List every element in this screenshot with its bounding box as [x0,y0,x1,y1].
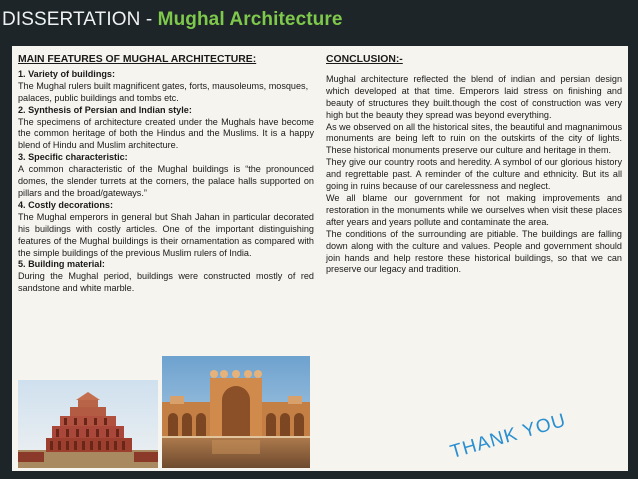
section-title: 5. Building material: [18,259,105,270]
title-prefix: DISSERTATION [2,9,141,30]
conclusion-paragraph: The conditions of the surrounding are pitiable. The buildings are falling down along with the culture and values. People and government should join hands and help restore these historical buildings, so that we can preserve our legacy and tradition. [326,228,622,275]
thank-you-text: THANK YOU [447,409,569,464]
section-text: The Mughal emperors in general but Shah Jahan in particular decorated his buildings with costly articles. One of the important distinguishing features of the Mughal buildings is their ornamentation as compared with the simple buildings of the previous Muslim rulers of India. [18,211,314,258]
section-title: 2. Synthesis of Persian and Indian style: [18,104,192,115]
conclusion-paragraph: They give our country roots and heredity. A symbol of our glorious history and regrettable past. A reminder of the culture and ethnicity. But its all going in ruins because of our carelessness and neglect. [326,157,622,192]
features-heading: MAIN FEATURES OF MUGHAL ARCHITECTURE: [18,54,257,65]
section-text: A common characteristic of the Mughal buildings is “the pronounced domes, the slender turrets at the corners, the palace halls supported on pillars and the broad/gateways.” [18,164,314,198]
mosque-photo [162,356,310,468]
section-text: The Mughal rulers built magnificent gates, forts, mausoleums, mosques, palaces, public buildings and tombs etc. [18,80,309,103]
slide-title [2,9,343,39]
section-text: During the Mughal period, buildings were constructed mostly of red sandstone and white marble. [18,271,314,294]
features-column [18,54,314,295]
title-highlight: Mughal Architecture [157,9,343,30]
conclusion-paragraph: We all blame our government for not making improvements and restoration in the monuments while we ourselves when visit these places after years and years pollute and contaminate the area. [326,192,622,227]
section-title: 1. Variety of buildings: [18,68,116,79]
section-title: 4. Costly decorations: [18,199,114,210]
conclusion-paragraph: As we observed on all the historical sites, the beautiful and magnanimous monuments are being left to ruin on the outskirts of the city of lights. These historical monuments preserve our culture and heritage in them. [326,121,622,156]
conclusion-heading: CONCLUSION:- [326,54,403,65]
content-panel [12,46,628,471]
section-text: The specimens of architecture created under the Mughals have become the common heritage of both the Hindus and the Muslims. It is a happy blend of Hindu and Muslim architecture. [18,116,314,151]
palace-photo [18,380,158,468]
title-separator: - [140,9,158,30]
conclusion-column [326,54,622,276]
section-title: 3. Specific characteristic: [18,152,128,163]
conclusion-paragraph: Mughal architecture reflected the blend of indian and persian design which developed at that time. Emperors laid stress on finishing and beauty of structures they built.though the cost of construction was very high but the beauty they spread was beyond everything. [326,73,622,120]
